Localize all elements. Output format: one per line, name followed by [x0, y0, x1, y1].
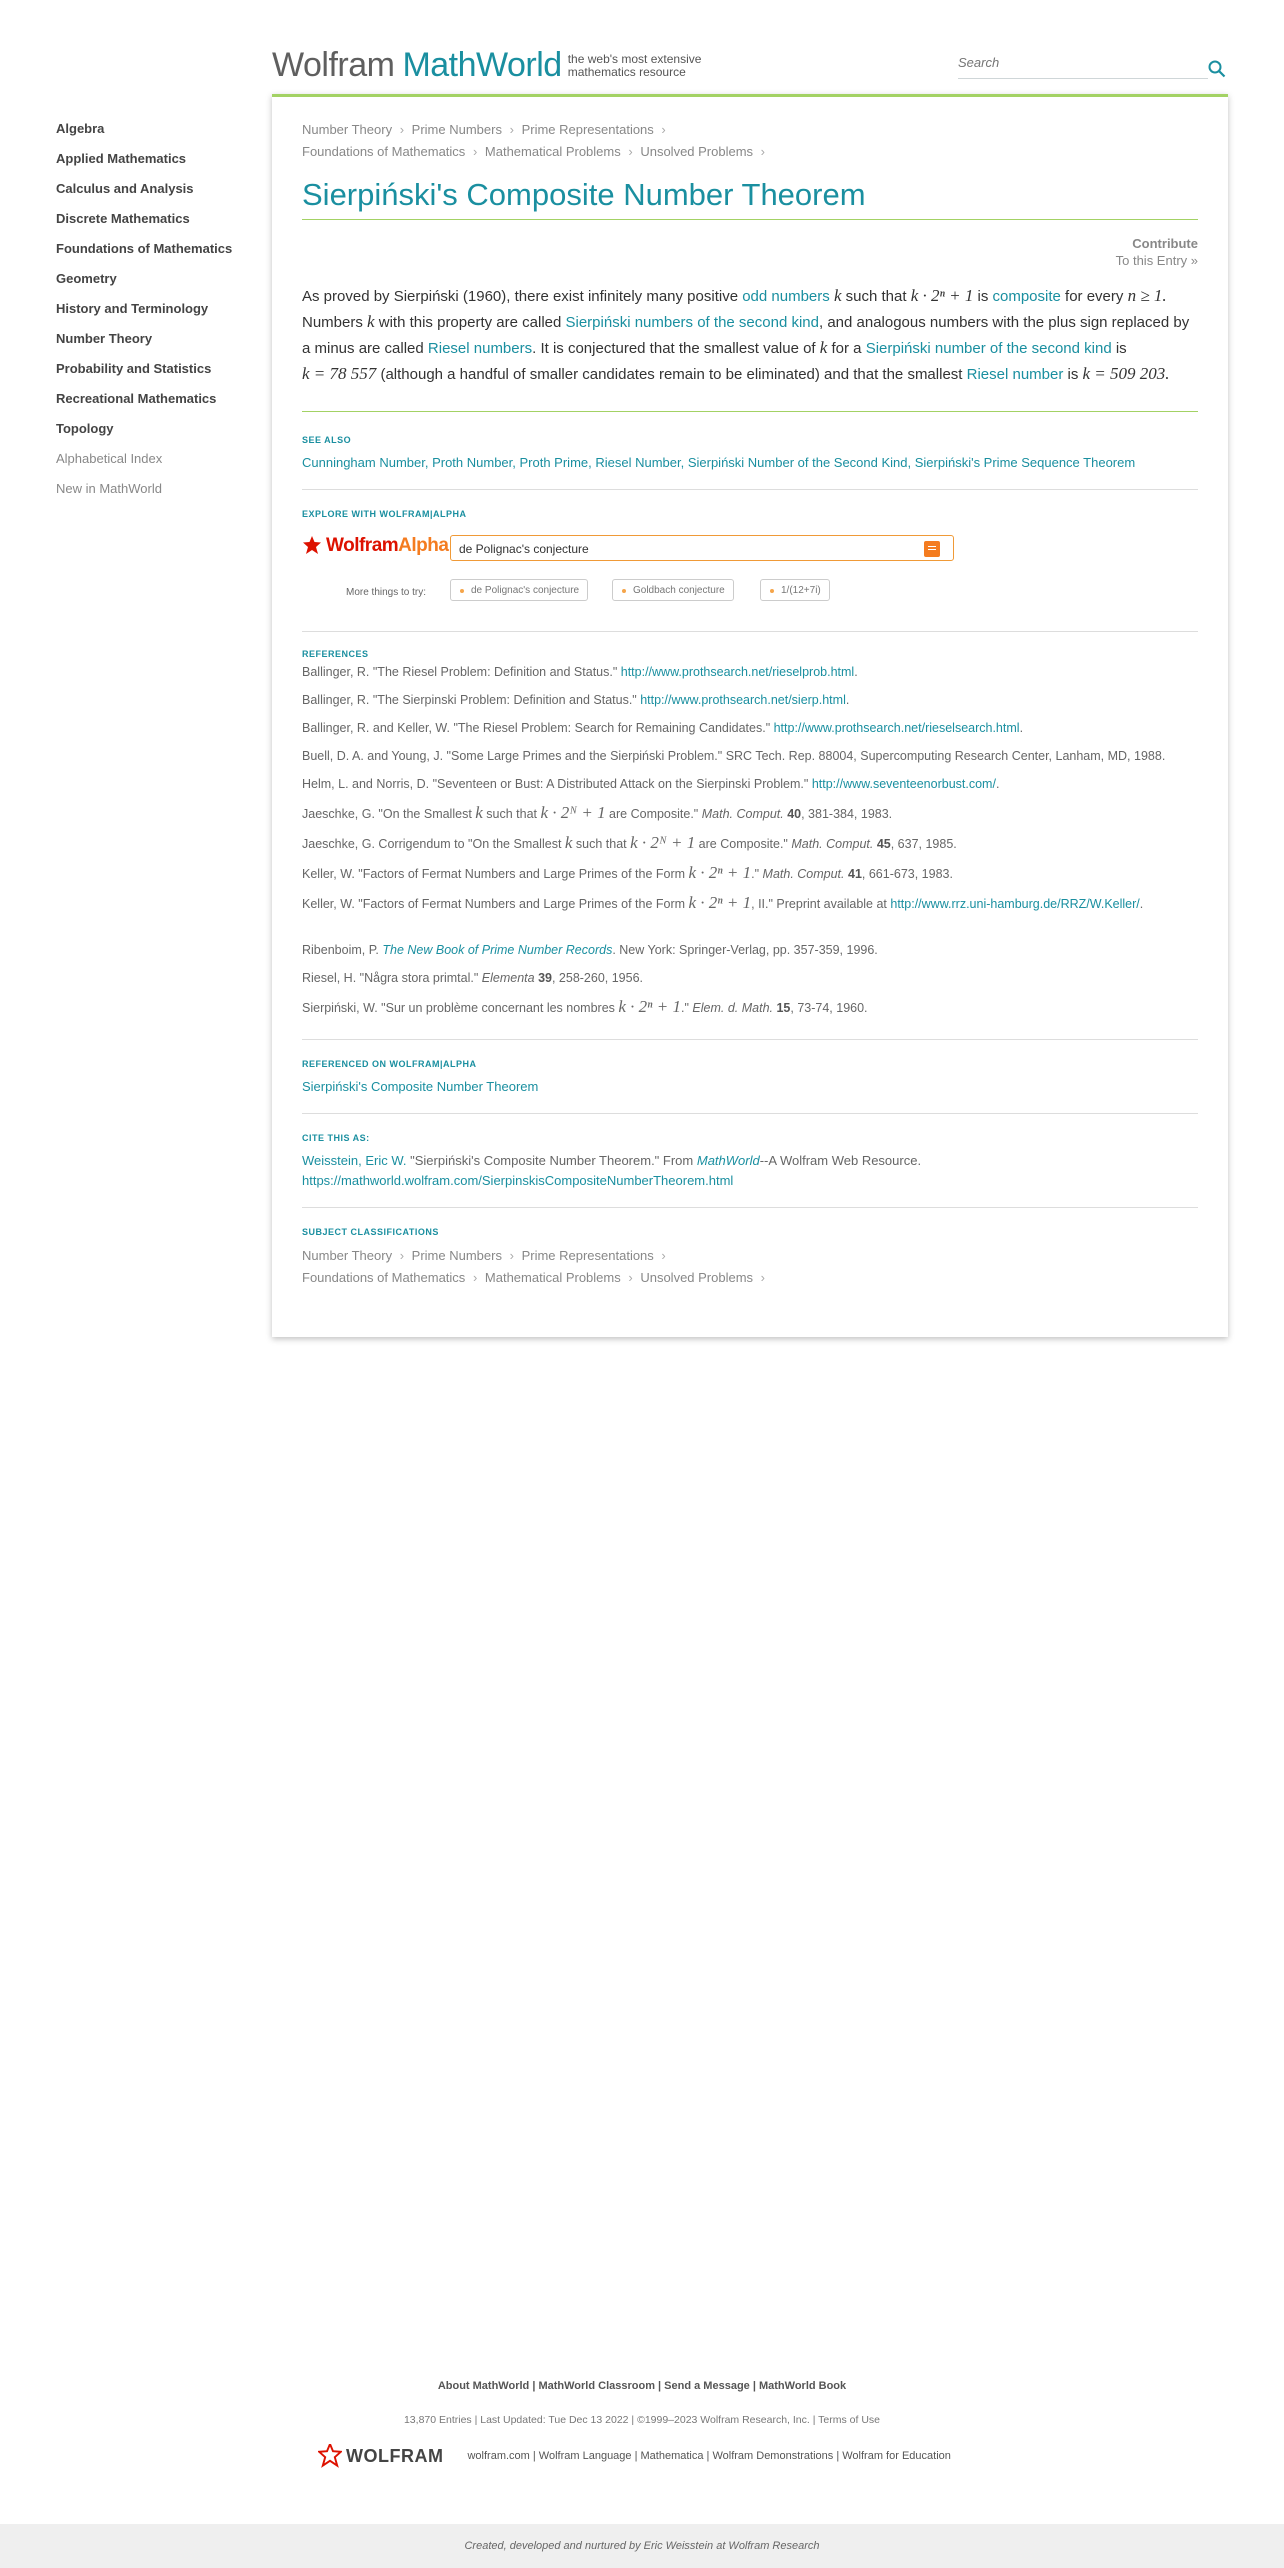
footer-wolfram-bar	[318, 2444, 951, 2468]
section-divider	[302, 1039, 1198, 1040]
body-text: with this property are called	[374, 314, 566, 331]
breadcrumb-separator: ›	[661, 122, 666, 137]
section-divider	[302, 631, 1198, 632]
reference-link[interactable]: http://www.prothsearch.net/rieselsearch.html	[773, 721, 1020, 735]
reference-text: , 381-384, 1983.	[801, 807, 893, 821]
reference-item	[302, 893, 1198, 914]
wolfram-spikey-icon	[318, 2444, 342, 2468]
reference-text: .	[1139, 897, 1144, 911]
reference-text: .	[995, 777, 1000, 791]
journal-volume: 41	[848, 867, 862, 881]
sidebar-item-geometry[interactable]: Geometry	[56, 271, 117, 286]
reference-text: Keller, W. "Factors of Fermat Numbers and Large Primes of the Form	[302, 867, 689, 881]
math-k: k	[819, 338, 828, 357]
references-heading: REFERENCES	[302, 649, 369, 659]
math-k: k	[564, 833, 573, 852]
section-divider	[302, 1207, 1198, 1208]
breadcrumb-separator: ›	[760, 144, 766, 159]
logo-tagline: the web's most extensive mathematics resource	[567, 51, 702, 79]
journal-name: Elementa	[481, 971, 535, 985]
section-divider	[302, 489, 1198, 490]
math-k-509203: k = 509 203.	[1082, 364, 1170, 383]
reference-text: Ballinger, R. "The Sierpinski Problem: Definition and Status."	[302, 693, 641, 707]
reference-item	[302, 941, 1198, 960]
math-expression: k · 2ⁿ + 1	[618, 997, 682, 1016]
reference-text: .	[854, 665, 858, 679]
reference-text: , 661-673, 1983.	[861, 867, 953, 881]
logo-mathworld-text: MathWorld	[402, 46, 562, 84]
logo-wolfram-text: Wolfram	[272, 46, 395, 84]
math-expression: k · 2ᴺ + 1	[630, 833, 696, 852]
body-text: is	[1063, 366, 1083, 383]
subject-classifications	[302, 1245, 769, 1289]
journal-volume: 40	[787, 807, 802, 821]
reference-text: .	[1019, 721, 1024, 735]
body-text: is	[973, 288, 993, 305]
more-things-label: More things to try:	[346, 587, 427, 598]
reference-item	[302, 719, 1198, 738]
reference-text: Jaeschke, G. "On the Smallest	[302, 807, 476, 821]
sidebar-item-probability-and-statistics[interactable]: Probability and Statistics	[56, 361, 212, 376]
wolfram-spikey-icon	[302, 536, 322, 556]
link-riesel-numbers[interactable]: Riesel numbers	[427, 340, 533, 357]
suggestion-chip[interactable]: 1/(12+7i)	[760, 579, 830, 601]
search-input[interactable]	[958, 55, 1178, 70]
journal-volume: 39	[538, 971, 552, 985]
title-divider	[302, 219, 1198, 220]
reference-text: Jaeschke, G. Corrigendum to "On the Smallest	[302, 837, 565, 851]
math-k-78557: k = 78 557	[302, 364, 377, 383]
reference-text: such that	[482, 807, 541, 821]
reference-link[interactable]: http://www.prothsearch.net/rieselprob.html	[620, 665, 855, 679]
contribute-label: Contribute	[1132, 236, 1198, 251]
subject-mathematical-problems[interactable]: Mathematical Problems	[484, 1270, 621, 1285]
math-expression: k · 2ⁿ + 1	[688, 863, 752, 882]
journal-volume: 15	[776, 1001, 791, 1015]
body-text: is	[1111, 340, 1127, 357]
link-odd-numbers[interactable]: odd numbers	[742, 288, 830, 305]
section-divider	[302, 1113, 1198, 1114]
breadcrumb-separator: ›	[472, 1270, 478, 1285]
wolfram-alpha-input[interactable]: de Polignac's conjecture	[450, 535, 954, 561]
body-text: such that	[841, 288, 911, 305]
reference-text: are Composite."	[695, 837, 792, 851]
journal-volume: 45	[876, 837, 891, 851]
reference-text: Ballinger, R. "The Riesel Problem: Definition and Status."	[302, 665, 621, 679]
breadcrumb-separator: ›	[399, 1248, 405, 1263]
reference-item	[302, 803, 1198, 824]
see-also-heading: SEE ALSO	[302, 435, 352, 445]
body-text: for a	[827, 340, 866, 357]
body-text: As proved by Sierpiński (1960), there exist infinitely many positive	[302, 288, 743, 305]
link-riesel-number[interactable]: Riesel number	[966, 366, 1064, 383]
journal-name: Math. Comput.	[791, 837, 874, 851]
reference-text: . New York: Springer-Verlag, pp. 357-359, 1996.	[612, 943, 878, 957]
reference-text: Sierpiński, W. "Sur un problème concernant les nombres	[302, 1001, 619, 1015]
contribute-sublabel: To this Entry »	[1115, 253, 1198, 268]
subject-prime-numbers[interactable]: Prime Numbers	[411, 1248, 502, 1263]
reference-item	[302, 997, 1198, 1018]
link-composite[interactable]: composite	[992, 288, 1061, 305]
book-title: The New Book of Prime Number Records	[382, 943, 613, 957]
search-box	[958, 54, 1208, 79]
journal-name: Math. Comput.	[762, 867, 845, 881]
breadcrumb-mathematical-problems[interactable]: Mathematical Problems	[484, 144, 621, 159]
sidebar-item-number-theory[interactable]: Number Theory	[56, 331, 153, 346]
breadcrumb-separator: ›	[399, 122, 405, 137]
journal-name: Math. Comput.	[701, 807, 784, 821]
breadcrumb-unsolved-problems[interactable]: Unsolved Problems	[640, 144, 754, 159]
see-also-links[interactable]: Cunningham Number, Proth Number, Proth Prime, Riesel Number, Sierpiński Number of the Second Kind, Sierpiński's Prime Sequence Theorem	[302, 455, 1136, 470]
reference-text: Ribenboim, P.	[302, 943, 383, 957]
sidebar-item-algebra[interactable]: Algebra	[56, 121, 105, 136]
body-text: Numbers	[302, 314, 368, 331]
section-divider	[302, 411, 1198, 412]
breadcrumb-separator: ›	[760, 1270, 766, 1285]
search-icon[interactable]	[1208, 60, 1226, 78]
breadcrumb-separator: ›	[628, 1270, 633, 1285]
sidebar-item-topology[interactable]: Topology	[56, 421, 114, 436]
breadcrumb-prime-numbers[interactable]: Prime Numbers	[411, 122, 502, 137]
reference-item	[302, 663, 1198, 682]
body-text: . It is conjectured that the smallest value of	[532, 340, 820, 357]
sidebar-item-calculus-and-analysis[interactable]: Calculus and Analysis	[56, 181, 194, 196]
journal-name: Elem. d. Math.	[692, 1001, 773, 1015]
reference-item	[302, 691, 1198, 710]
reference-text: , 637, 1985.	[890, 837, 957, 851]
main-content-card	[272, 94, 1228, 1337]
wa-logo-wolfram: Wolfram	[326, 535, 399, 556]
subject-unsolved-problems[interactable]: Unsolved Problems	[640, 1270, 754, 1285]
cite-mathworld: MathWorld	[696, 1153, 760, 1168]
breadcrumb	[302, 119, 769, 163]
subject-prime-representations[interactable]: Prime Representations	[521, 1248, 654, 1263]
reference-text: , II." Preprint available at	[751, 897, 891, 911]
math-expression: k · 2ⁿ + 1	[688, 893, 752, 912]
subject-number-theory[interactable]: Number Theory	[302, 1248, 393, 1263]
math-k: k	[833, 286, 842, 305]
reference-text: are Composite."	[605, 807, 702, 821]
cite-mathworld-link[interactable]	[697, 1153, 760, 1168]
link-sierpinski-numbers-second-kind[interactable]: Sierpiński numbers of the second kind	[565, 314, 819, 331]
suggestion-chip[interactable]: Goldbach conjecture	[612, 579, 734, 601]
reference-item	[302, 969, 1198, 988]
reference-text: ."	[681, 1001, 693, 1015]
breadcrumb-separator: ›	[661, 1248, 666, 1263]
suggestion-chip[interactable]: de Polignac's conjecture	[450, 579, 588, 601]
breadcrumb-separator: ›	[509, 122, 514, 137]
sidebar-nav	[56, 118, 256, 508]
sidebar-item-recreational-mathematics[interactable]: Recreational Mathematics	[56, 391, 217, 406]
reference-text: .	[845, 693, 850, 707]
credit-bar: Created, developed and nurtured by Eric Weisstein at Wolfram Research	[0, 2524, 1284, 2568]
reference-link[interactable]: http://www.prothsearch.net/sierp.html	[640, 693, 846, 707]
breadcrumb-separator: ›	[472, 144, 478, 159]
reference-link[interactable]: http://www.seventeenorbust.com/	[811, 777, 996, 791]
wolfram-alpha-submit-button[interactable]	[924, 541, 940, 557]
body-text: (although a handful of smaller candidates remain to be eliminated) and that the smallest	[376, 366, 967, 383]
breadcrumb-separator: ›	[509, 1248, 514, 1263]
math-k: k	[367, 312, 375, 331]
entry-body-text	[302, 283, 1198, 387]
footer-info: 13,870 Entries | Last Updated: Tue Dec 13 2022 | ©1999–2023 Wolfram Research, Inc. | Terms of Use	[403, 2414, 881, 2426]
site-header	[272, 44, 1230, 90]
breadcrumb-separator: ›	[628, 144, 633, 159]
footer-wolfram-links[interactable]: wolfram.com | Wolfram Language | Mathematica | Wolfram Demonstrations | Wolfram for Education	[467, 2450, 951, 2462]
math-k: k	[475, 803, 483, 822]
sidebar-item-alphabetical-index[interactable]: Alphabetical Index	[56, 451, 163, 466]
reference-item: Buell, D. A. and Young, J. "Some Large Primes and the Sierpiński Problem." SRC Tech. Rep. 88004, Supercomputing Research Center, Lanham, MD, 1988.	[302, 749, 1166, 763]
cite-author-link[interactable]: Weisstein, Eric W.	[302, 1153, 407, 1168]
reference-item	[302, 833, 1198, 854]
footer-links[interactable]: About MathWorld | MathWorld Classroom | Send a Message | MathWorld Book	[437, 2380, 847, 2392]
sidebar-item-new-in-mathworld[interactable]: New in MathWorld	[56, 481, 162, 496]
wolfram-alpha-logo[interactable]	[302, 535, 448, 557]
breadcrumb-foundations-of-mathematics[interactable]: Foundations of Mathematics	[302, 144, 466, 159]
referenced-on-link[interactable]: Sierpiński's Composite Number Theorem	[302, 1079, 539, 1094]
reference-text: Helm, L. and Norris, D. "Seventeen or Bust: A Distributed Attack on the Sierpinski Problem."	[302, 777, 812, 791]
math-expression: k · 2ᴺ + 1	[540, 803, 606, 822]
sidebar-item-foundations-of-mathematics[interactable]: Foundations of Mathematics	[56, 241, 233, 256]
cite-text: "Sierpiński's Composite Number Theorem." From	[406, 1153, 697, 1168]
subject-foundations-of-mathematics[interactable]: Foundations of Mathematics	[302, 1270, 466, 1285]
sidebar-item-discrete-mathematics[interactable]: Discrete Mathematics	[56, 211, 190, 226]
reference-text: such that	[572, 837, 631, 851]
cite-heading: CITE THIS AS:	[302, 1133, 370, 1143]
wa-logo-alpha: Alpha	[398, 535, 449, 556]
math-expression: k · 2ⁿ + 1	[910, 286, 974, 305]
sidebar-item-history-and-terminology[interactable]: History and Terminology	[56, 301, 209, 316]
contribute-link[interactable]	[1116, 235, 1198, 269]
reference-text: ."	[751, 867, 763, 881]
link-sierpinski-number-second-kind[interactable]: Sierpiński number of the second kind	[865, 340, 1112, 357]
cite-text: --A Wolfram Web Resource.	[759, 1153, 922, 1168]
reference-text: Keller, W. "Factors of Fermat Numbers and Large Primes of the Form	[302, 897, 689, 911]
reference-text: Riesel, H. "Några stora primtal."	[302, 971, 482, 985]
reference-link[interactable]: http://www.rrz.uni-hamburg.de/RRZ/W.Keller/	[890, 897, 1140, 911]
mathworld-logo[interactable]	[272, 46, 708, 85]
explore-heading: EXPLORE WITH WOLFRAM|ALPHA	[302, 509, 467, 519]
citation-text	[302, 1151, 1198, 1191]
reference-link-book[interactable]	[382, 943, 612, 957]
breadcrumb-number-theory[interactable]: Number Theory	[302, 122, 393, 137]
subject-classifications-heading: SUBJECT CLASSIFICATIONS	[302, 1227, 439, 1237]
referenced-on-heading: REFERENCED ON WOLFRAM|ALPHA	[302, 1059, 477, 1069]
reference-text: Ballinger, R. and Keller, W. "The Riesel Problem: Search for Remaining Candidates."	[302, 721, 774, 735]
reference-item	[302, 863, 1198, 884]
reference-text: , 73-74, 1960.	[790, 1001, 868, 1015]
body-text: , and analogous numbers with the plus sign replaced by a minus are called	[302, 314, 1190, 357]
breadcrumb-prime-representations[interactable]: Prime Representations	[521, 122, 654, 137]
sidebar-item-applied-mathematics[interactable]: Applied Mathematics	[56, 151, 187, 166]
cite-url-link[interactable]: https://mathworld.wolfram.com/SierpinskisCompositeNumberTheorem.html	[302, 1173, 734, 1188]
page-title: Sierpiński's Composite Number Theorem	[302, 177, 866, 212]
footer-wolfram-logo[interactable]: WOLFRAM	[346, 2445, 444, 2466]
reference-text: , 258-260, 1956.	[551, 971, 644, 985]
body-text: for every	[1060, 288, 1128, 305]
math-n-ge-1: n ≥ 1.	[1127, 286, 1167, 305]
reference-item	[302, 775, 1198, 794]
